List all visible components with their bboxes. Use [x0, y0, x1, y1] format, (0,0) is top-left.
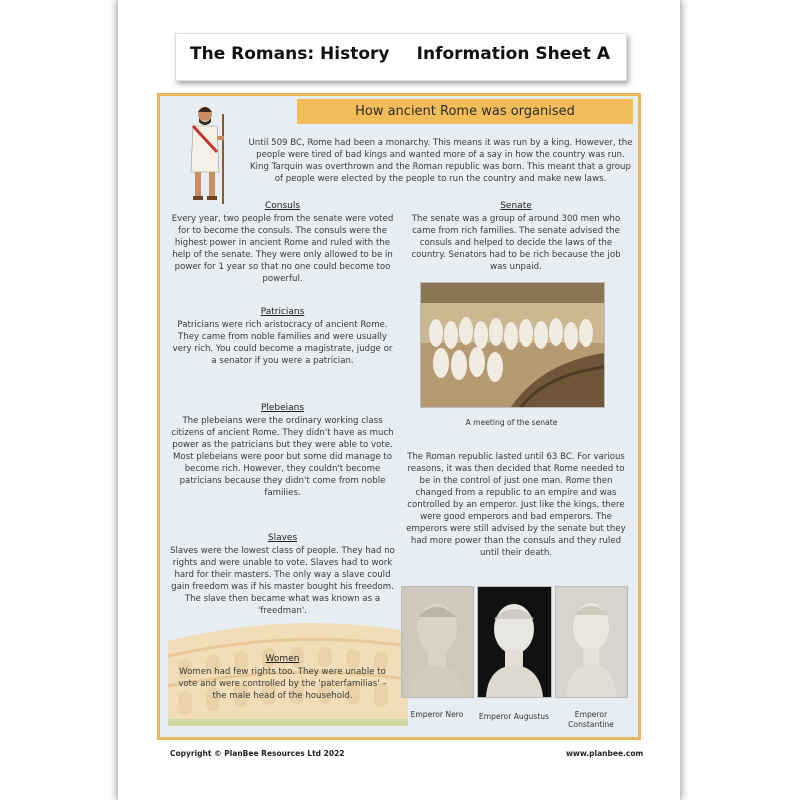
section-banner: How ancient Rome was organised — [297, 99, 633, 124]
patricians-paragraph: Patricians were rich aristocracy of ancient Rome. They came from noble families and were usually very rich. You could become a magistrate, judge or a senator if you were a patrician. — [172, 320, 393, 366]
augustus-caption: Emperor Augustus — [478, 712, 550, 721]
women-heading: Women — [265, 654, 300, 664]
sheet-header — [175, 33, 627, 81]
intro-paragraph: Until 509 BC, Rome had been a monarchy. This means it was run by a king. However, the people were tired of bad kings and wanted more of a say in how the country was run. King Tarquin was overthrown and the Roman republic was born. This meant that a group of people were elected by the people to run the country and make new laws. — [248, 138, 633, 184]
slaves-heading: Slaves — [267, 533, 298, 543]
nero-caption: Emperor Nero — [410, 710, 464, 719]
republic-paragraph: The Roman republic lasted until 63 BC. For various reasons, it was then decided that Rome needed to be in the control of just one man. Rome then changed from a republic to an empire and was controlled by an emperor. Just like the kings, there were good emperors and bad emperors. The emperors were still advised by the senate but they had more power than the consuls and they ruled until their death. — [406, 452, 626, 558]
patricians-heading: Patricians — [260, 307, 305, 317]
constantine-caption: Emperor Constantine — [568, 710, 614, 729]
senate-heading: Senate — [500, 201, 532, 211]
consuls-paragraph: Every year, two people from the senate were voted for to become the consuls. The consuls were the highest power in ancient Rome and ruled with the help of the senate. They were only allowed to be in power for 1 year so that no one could become too powerful. — [171, 214, 394, 284]
slaves-paragraph: Slaves were the lowest class of people. They had no rights and were unable to vote. Slaves had to work hard for their masters. The only way a slave could gain freedom was if his master bought his freedom. The slave then became what was known as a 'freedman'. — [170, 546, 395, 616]
roman-figure-illustration — [183, 102, 233, 206]
copyright-notice: Copyright © PlanBee Resources Ltd 2022 — [170, 749, 345, 758]
women-paragraph: Women had few rights too. They were unable to vote and were controlled by the 'paterfamilias' – the male head of the household. — [178, 667, 387, 701]
website-link[interactable]: www.planbee.com — [566, 749, 644, 758]
header-title: The Romans: History — [190, 44, 390, 64]
emperor-augustus-image — [477, 586, 552, 698]
emperor-constantine-image — [555, 586, 628, 698]
plebeians-paragraph: The plebeians were the ordinary working class citizens of ancient Rome. They didn't have as much power as the patricians but they were able to vote. Most plebeians were poor but some did manage to become rich. However, they couldn't become patricians because they didn't come from noble families. — [171, 416, 394, 498]
senate-paragraph: The senate was a group of around 300 men who came from rich families. The senate advised the consuls and helped to decide the laws of the country. Senators had to be rich because the job was unpaid. — [411, 214, 621, 272]
senate-meeting-image — [420, 282, 605, 408]
emperor-nero-image — [401, 586, 474, 698]
plebeians-heading: Plebeians — [260, 403, 305, 413]
header-sheet-label: Information Sheet A — [416, 44, 610, 64]
consuls-heading: Consuls — [264, 201, 301, 211]
senate-image-caption: A meeting of the senate — [465, 418, 558, 427]
